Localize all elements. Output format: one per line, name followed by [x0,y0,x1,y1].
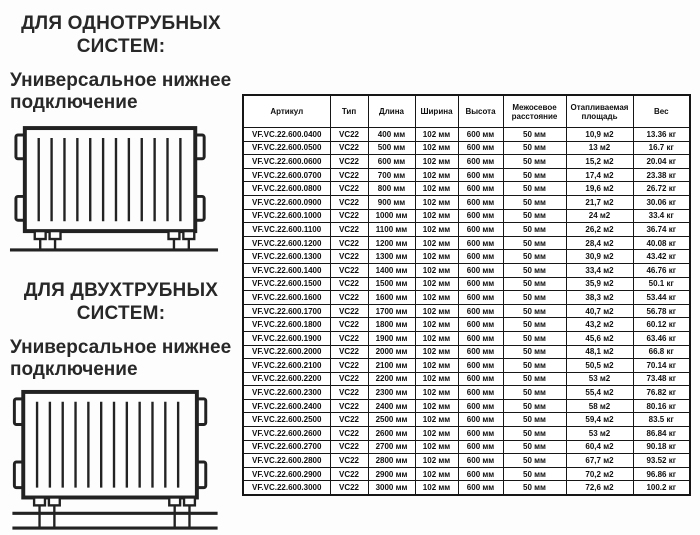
table-cell: 36.74 кг [633,223,690,237]
table-cell: 13.36 кг [633,128,690,142]
table-cell: 50 мм [503,304,566,318]
table-cell: VF.VC.22.600.2300 [243,386,330,400]
table-cell: VF.VC.22.600.1200 [243,236,330,250]
table-cell: 60.12 кг [633,318,690,332]
column-header: Ширина [415,95,458,128]
table-row [243,304,690,318]
table-cell: VC22 [330,182,368,196]
table-cell: VF.VC.22.600.2000 [243,345,330,359]
table-cell: 102 мм [415,182,458,196]
table-cell: 30,9 м2 [566,250,633,264]
table-cell: 1800 мм [368,318,415,332]
table-cell: 600 мм [458,481,503,495]
table-cell: VC22 [330,263,368,277]
table-cell: 2000 мм [368,345,415,359]
table-cell: 96.86 кг [633,467,690,481]
table-cell: 43,2 м2 [566,318,633,332]
table-cell: 48,1 м2 [566,345,633,359]
table-cell: 2400 мм [368,399,415,413]
table-cell: 600 мм [458,236,503,250]
table-cell: VC22 [330,345,368,359]
table-row [243,359,690,373]
table-cell: 1900 мм [368,331,415,345]
table-cell: 2800 мм [368,454,415,468]
table-cell: 19,6 м2 [566,182,633,196]
table-cell: 102 мм [415,345,458,359]
table-cell: 600 мм [458,277,503,291]
table-cell: VC22 [330,440,368,454]
table-cell: VC22 [330,155,368,169]
table-cell: 102 мм [415,141,458,155]
table-cell: 38,3 м2 [566,291,633,305]
table-cell: 50 мм [503,291,566,305]
table-cell: VC22 [330,359,368,373]
table-cell: 16.7 кг [633,141,690,155]
table-cell: VF.VC.22.600.2800 [243,454,330,468]
table-cell: 102 мм [415,440,458,454]
table-cell: 50 мм [503,250,566,264]
table-cell: 50 мм [503,277,566,291]
table-cell: VF.VC.22.600.3000 [243,481,330,495]
table-row [243,467,690,481]
table-cell: 600 мм [458,195,503,209]
table-cell: 600 мм [458,182,503,196]
table-cell: VC22 [330,141,368,155]
table-cell: 1100 мм [368,223,415,237]
table-cell: 1600 мм [368,291,415,305]
table-cell: 600 мм [458,345,503,359]
table-row [243,345,690,359]
table-cell: 50 мм [503,223,566,237]
table-row [243,440,690,454]
single-pipe-heading: ДЛЯ ОДНОТРУБНЫХ СИСТЕМ: [21,13,221,57]
table-cell: 800 мм [368,182,415,196]
table-row [243,236,690,250]
left-panel [8,8,234,533]
table-cell: 86.84 кг [633,427,690,441]
table-cell: 2200 мм [368,372,415,386]
table-cell: 50 мм [503,128,566,142]
table-cell: 600 мм [458,291,503,305]
table-cell: 1700 мм [368,304,415,318]
table-cell: 70.14 кг [633,359,690,373]
table-cell: 102 мм [415,454,458,468]
table-cell: 600 мм [458,155,503,169]
table-cell: VC22 [330,427,368,441]
table-row [243,250,690,264]
table-cell: 600 мм [458,413,503,427]
table-cell: 102 мм [415,481,458,495]
spec-table-wrap [242,94,689,496]
table-row [243,318,690,332]
table-row [243,372,690,386]
table-cell: 26.72 кг [633,182,690,196]
table-cell: 102 мм [415,386,458,400]
table-cell: VF.VC.22.600.2900 [243,467,330,481]
table-cell: 900 мм [368,195,415,209]
table-cell: 24 м2 [566,209,633,223]
table-cell: 23.38 кг [633,168,690,182]
table-row [243,481,690,495]
table-cell: VF.VC.22.600.1900 [243,331,330,345]
table-row [243,223,690,237]
table-cell: VF.VC.22.600.2500 [243,413,330,427]
table-cell: 2700 мм [368,440,415,454]
table-cell: VC22 [330,454,368,468]
table-cell: 50 мм [503,155,566,169]
table-cell: 59,4 м2 [566,413,633,427]
column-header: Отапливаемая площадь [566,95,633,128]
table-cell: 102 мм [415,427,458,441]
table-cell: VF.VC.22.600.1100 [243,223,330,237]
table-cell: 2100 мм [368,359,415,373]
table-cell: 102 мм [415,223,458,237]
table-cell: VF.VC.22.600.1300 [243,250,330,264]
table-cell: 100.2 кг [633,481,690,495]
table-cell: 600 мм [458,209,503,223]
two-pipe-radiator-diagram [8,387,222,533]
two-pipe-subheading: Универсальное нижнее подключение [10,337,232,380]
table-cell: 3000 мм [368,481,415,495]
table-cell: 33.4 кг [633,209,690,223]
table-cell: 50 мм [503,195,566,209]
table-header-row [243,95,690,128]
table-cell: 600 мм [368,155,415,169]
table-cell: 1000 мм [368,209,415,223]
table-cell: 50 мм [503,345,566,359]
table-row [243,263,690,277]
table-row [243,399,690,413]
table-cell: VC22 [330,128,368,142]
table-cell: 58 м2 [566,399,633,413]
single-pipe-subheading: Универсальное нижнее подключение [10,70,232,113]
table-row [243,277,690,291]
table-cell: 600 мм [458,250,503,264]
table-cell: 50 мм [503,209,566,223]
table-cell: 102 мм [415,263,458,277]
table-cell: 20.04 кг [633,155,690,169]
table-cell: 600 мм [458,168,503,182]
table-cell: 600 мм [458,399,503,413]
table-cell: 50 мм [503,399,566,413]
table-cell: 600 мм [458,427,503,441]
table-cell: VC22 [330,399,368,413]
table-cell: VF.VC.22.600.2100 [243,359,330,373]
table-row [243,427,690,441]
table-cell: 46.76 кг [633,263,690,277]
table-row [243,454,690,468]
table-cell: 102 мм [415,168,458,182]
table-cell: 72,6 м2 [566,481,633,495]
table-cell: 50.1 кг [633,277,690,291]
table-cell: 50 мм [503,386,566,400]
table-cell: VF.VC.22.600.1700 [243,304,330,318]
table-cell: 10,9 м2 [566,128,633,142]
table-row [243,331,690,345]
table-cell: VF.VC.22.600.0500 [243,141,330,155]
table-cell: 600 мм [458,304,503,318]
table-cell: 102 мм [415,209,458,223]
table-cell: VC22 [330,413,368,427]
table-cell: VF.VC.22.600.0700 [243,168,330,182]
table-cell: VC22 [330,481,368,495]
table-cell: 33,4 м2 [566,263,633,277]
table-cell: 13 м2 [566,141,633,155]
table-cell: 102 мм [415,277,458,291]
column-header: Артикул [243,95,330,128]
table-cell: 600 мм [458,263,503,277]
table-cell: 50 мм [503,359,566,373]
table-cell: 600 мм [458,141,503,155]
table-cell: 53 м2 [566,372,633,386]
column-header: Межосевое расстояние [503,95,566,128]
table-cell: 17,4 м2 [566,168,633,182]
table-cell: 60,4 м2 [566,440,633,454]
table-cell: VC22 [330,331,368,345]
table-cell: VF.VC.22.600.0800 [243,182,330,196]
table-cell: 400 мм [368,128,415,142]
table-cell: 70,2 м2 [566,467,633,481]
table-cell: VF.VC.22.600.1500 [243,277,330,291]
table-cell: VC22 [330,250,368,264]
table-row [243,386,690,400]
table-cell: 93.52 кг [633,454,690,468]
table-cell: 50 мм [503,318,566,332]
table-cell: VC22 [330,467,368,481]
table-cell: 66.8 кг [633,345,690,359]
table-cell: 102 мм [415,195,458,209]
table-row [243,291,690,305]
table-cell: 600 мм [458,128,503,142]
table-cell: 56.78 кг [633,304,690,318]
table-cell: 53.44 кг [633,291,690,305]
table-cell: 50 мм [503,236,566,250]
table-cell: 67,7 м2 [566,454,633,468]
table-cell: 50 мм [503,168,566,182]
table-cell: 50 мм [503,454,566,468]
table-cell: VF.VC.22.600.2700 [243,440,330,454]
table-cell: 50 мм [503,141,566,155]
table-cell: 55,4 м2 [566,386,633,400]
table-cell: VF.VC.22.600.0400 [243,128,330,142]
table-cell: 102 мм [415,399,458,413]
column-header: Вес [633,95,690,128]
table-cell: 500 мм [368,141,415,155]
table-cell: 28,4 м2 [566,236,633,250]
table-cell: VC22 [330,291,368,305]
table-cell: 600 мм [458,318,503,332]
table-cell: 73.48 кг [633,372,690,386]
table-cell: 50 мм [503,331,566,345]
table-cell: 1300 мм [368,250,415,264]
table-cell: VF.VC.22.600.0900 [243,195,330,209]
table-cell: VF.VC.22.600.1600 [243,291,330,305]
table-cell: 2300 мм [368,386,415,400]
table-cell: VC22 [330,277,368,291]
column-header: Длина [368,95,415,128]
table-cell: 102 мм [415,155,458,169]
table-cell: VC22 [330,372,368,386]
table-cell: 50 мм [503,467,566,481]
table-cell: 102 мм [415,318,458,332]
table-cell: 26,2 м2 [566,223,633,237]
table-cell: VC22 [330,386,368,400]
table-cell: VF.VC.22.600.1000 [243,209,330,223]
table-cell: 50 мм [503,481,566,495]
table-cell: VF.VC.22.600.2200 [243,372,330,386]
table-cell: 45,6 м2 [566,331,633,345]
table-cell: 102 мм [415,128,458,142]
table-cell: VC22 [330,236,368,250]
column-header: Тип [330,95,368,128]
table-cell: VC22 [330,195,368,209]
table-cell: 1200 мм [368,236,415,250]
table-cell: VF.VC.22.600.2600 [243,427,330,441]
table-cell: 43.42 кг [633,250,690,264]
table-cell: VF.VC.22.600.1400 [243,263,330,277]
table-cell: VF.VC.22.600.2400 [243,399,330,413]
table-cell: 63.46 кг [633,331,690,345]
table-cell: VC22 [330,223,368,237]
table-cell: VF.VC.22.600.0600 [243,155,330,169]
table-cell: VF.VC.22.600.1800 [243,318,330,332]
table-cell: 600 мм [458,223,503,237]
table-cell: 50 мм [503,182,566,196]
table-row [243,141,690,155]
table-cell: VC22 [330,168,368,182]
table-cell: VC22 [330,304,368,318]
table-cell: 83.5 кг [633,413,690,427]
table-cell: 50 мм [503,413,566,427]
table-row [243,168,690,182]
two-pipe-heading: ДЛЯ ДВУХТРУБНЫХ СИСТЕМ: [23,280,219,324]
spec-table [242,94,691,496]
table-row [243,195,690,209]
table-cell: 50 мм [503,372,566,386]
table-cell: 102 мм [415,467,458,481]
table-cell: 600 мм [458,372,503,386]
table-cell: 102 мм [415,359,458,373]
table-cell: 80.16 кг [633,399,690,413]
table-cell: 50 мм [503,263,566,277]
table-cell: 102 мм [415,250,458,264]
table-cell: 102 мм [415,291,458,305]
table-row [243,182,690,196]
table-row [243,209,690,223]
table-cell: 600 мм [458,331,503,345]
table-cell: 2900 мм [368,467,415,481]
table-cell: 600 мм [458,454,503,468]
table-cell: 700 мм [368,168,415,182]
table-cell: 600 мм [458,359,503,373]
table-cell: 30.06 кг [633,195,690,209]
table-cell: 102 мм [415,413,458,427]
table-cell: 76.82 кг [633,386,690,400]
table-cell: 2500 мм [368,413,415,427]
table-cell: 102 мм [415,372,458,386]
table-cell: 50 мм [503,427,566,441]
table-row [243,155,690,169]
table-cell: 15,2 м2 [566,155,633,169]
table-cell: 600 мм [458,386,503,400]
table-cell: 102 мм [415,304,458,318]
table-cell: 50 мм [503,440,566,454]
table-cell: 600 мм [458,440,503,454]
table-cell: 40.08 кг [633,236,690,250]
column-header: Высота [458,95,503,128]
table-cell: 21,7 м2 [566,195,633,209]
table-row [243,128,690,142]
table-cell: VC22 [330,209,368,223]
table-cell: 600 мм [458,467,503,481]
table-row [243,413,690,427]
table-cell: 90.18 кг [633,440,690,454]
table-cell: VC22 [330,318,368,332]
table-cell: 102 мм [415,236,458,250]
single-pipe-radiator-diagram [8,122,222,255]
table-cell: 40,7 м2 [566,304,633,318]
table-cell: 1500 мм [368,277,415,291]
table-cell: 50,5 м2 [566,359,633,373]
table-cell: 2600 мм [368,427,415,441]
table-cell: 53 м2 [566,427,633,441]
table-cell: 102 мм [415,331,458,345]
table-cell: 1400 мм [368,263,415,277]
table-cell: 35,9 м2 [566,277,633,291]
